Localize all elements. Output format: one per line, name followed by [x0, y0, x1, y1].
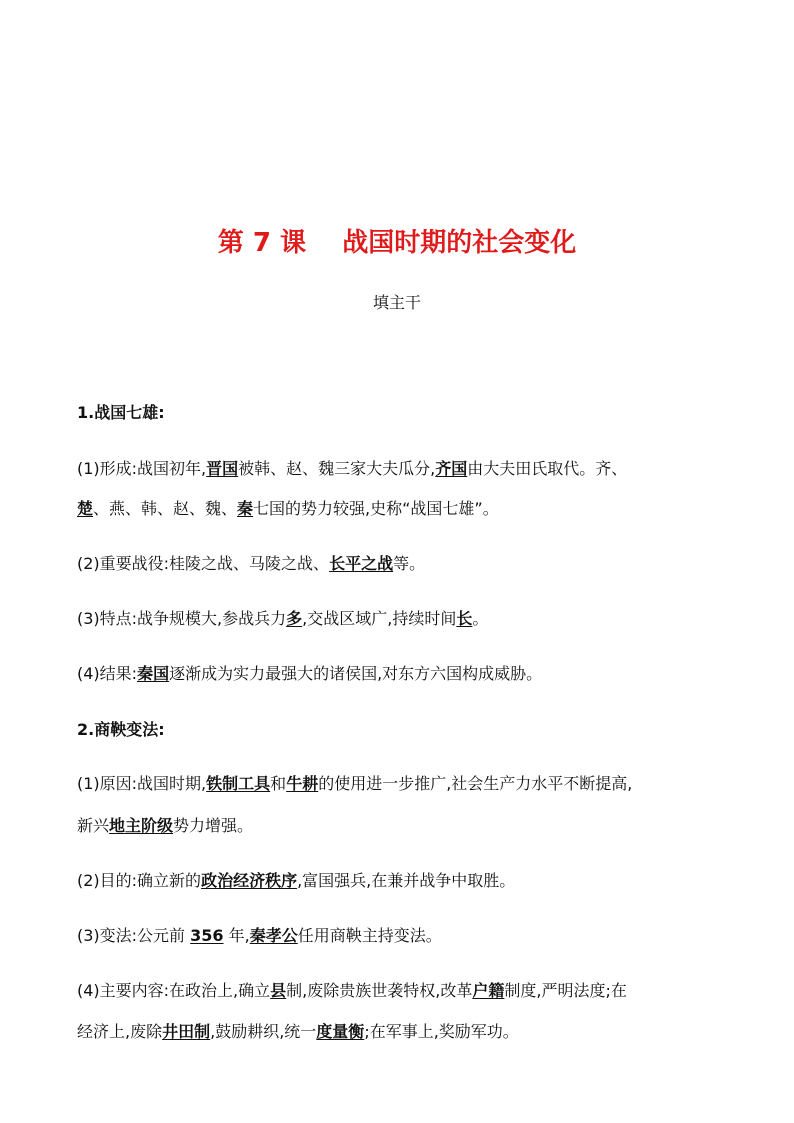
- key-term: 晋国: [206, 459, 239, 478]
- key-term: 楚: [77, 499, 94, 518]
- key-term: 多: [286, 609, 303, 628]
- text: 等。: [393, 554, 426, 573]
- s1-p1-line2: [77, 499, 727, 519]
- s2-p2: [77, 871, 727, 891]
- key-term: 秦: [237, 499, 254, 518]
- text: 逐渐成为实力最强大的诸侯国,对东方六国构成威胁。: [169, 664, 543, 683]
- s2-p4-line1: [77, 981, 727, 1001]
- s2-p4-line2: [77, 1022, 727, 1042]
- key-term: 356: [190, 926, 224, 945]
- text: 的使用进一步推广,社会生产力水平不断提高,: [318, 774, 633, 793]
- text: 由大夫田氏取代。齐、: [467, 459, 628, 478]
- text: (3)变法:公元前: [77, 926, 191, 945]
- text: 七国的势力较强,史称“战国七雄”。: [253, 499, 499, 518]
- text: 被韩、赵、魏三家大夫瓜分,: [238, 459, 436, 478]
- text: 年,: [223, 926, 250, 945]
- s1-p1-line1: [77, 459, 727, 479]
- key-term: 铁制工具: [206, 774, 271, 793]
- key-term: 秦孝公: [249, 926, 298, 945]
- key-term: 齐国: [435, 459, 468, 478]
- text: 制度,严明法度;在: [504, 981, 627, 1000]
- s1-p3: [77, 609, 727, 629]
- text: 和: [270, 774, 287, 793]
- text: 势力增强。: [173, 816, 254, 835]
- key-term: 井田制: [162, 1022, 211, 1041]
- key-term: 政治经济秩序: [201, 871, 298, 890]
- section2-heading: 2.商鞅变法:: [77, 720, 165, 739]
- s2-p1-line2: [77, 816, 727, 836]
- text: 制,废除贵族世袭特权,改革: [286, 981, 473, 1000]
- key-term: 长平之战: [329, 554, 394, 573]
- key-term: 牛耕: [286, 774, 319, 793]
- text: (2)重要战役:桂陵之战、马陵之战、: [77, 554, 330, 573]
- text: (1)形成:战国初年,: [77, 459, 207, 478]
- text: 新兴: [77, 816, 110, 835]
- key-term: 户籍: [472, 981, 505, 1000]
- text: ;在军事上,奖励军功。: [364, 1022, 519, 1041]
- page-title: 第 7 课 战国时期的社会变化: [217, 228, 577, 258]
- text: ,富国强兵,在兼并战争中取胜。: [297, 871, 516, 890]
- text: ,交战区域广,持续时间: [302, 609, 457, 628]
- page-subtitle: 填主干: [372, 293, 421, 312]
- key-term: 地主阶级: [109, 816, 174, 835]
- s2-p3: [77, 926, 727, 946]
- text: (1)原因:战国时期,: [77, 774, 207, 793]
- text: (3)特点:战争规模大,参战兵力: [77, 609, 287, 628]
- text: 任用商鞅主持变法。: [297, 926, 442, 945]
- text: (4)主要内容:在政治上,确立: [77, 981, 271, 1000]
- section1-heading: 1.战国七雄:: [77, 403, 165, 422]
- key-term: 长: [456, 609, 473, 628]
- s1-p4: [77, 664, 727, 684]
- text: 、燕、韩、赵、魏、: [93, 499, 238, 518]
- s1-p2: [77, 554, 727, 574]
- text: 经济上,废除: [77, 1022, 163, 1041]
- key-term: 县: [270, 981, 287, 1000]
- text: (2)目的:确立新的: [77, 871, 202, 890]
- key-term: 秦国: [137, 664, 170, 683]
- key-term: 度量衡: [316, 1022, 365, 1041]
- text: ,鼓励耕织,统一: [210, 1022, 317, 1041]
- text: 。: [472, 609, 489, 628]
- s2-p1-line1: [77, 774, 727, 794]
- text: (4)结果:: [77, 664, 138, 683]
